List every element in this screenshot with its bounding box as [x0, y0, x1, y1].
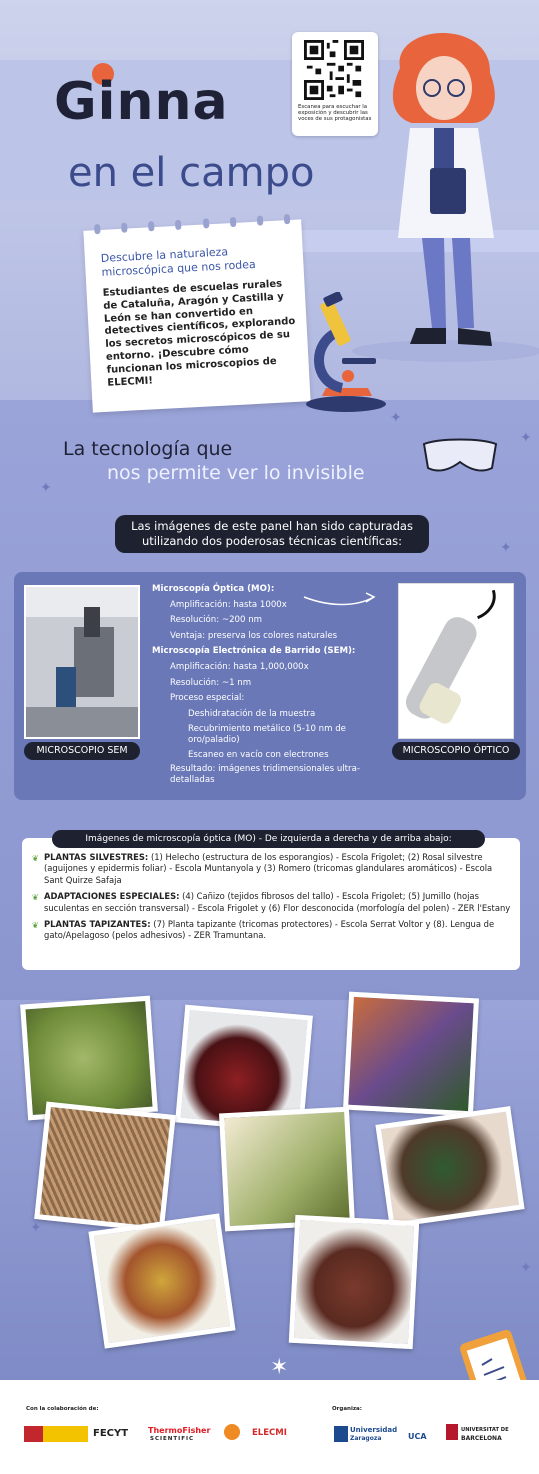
photo-juniper — [219, 1107, 355, 1232]
star-icon: ✦ — [30, 1220, 42, 1236]
note-heading: Descubre la naturaleza microscópica que nos rodea — [100, 245, 257, 279]
collab-label: Con la colaboración de: — [26, 1406, 99, 1412]
qr-caption: Escanea para escuchar la exposición y descubrir las voces de sus protagonistas — [298, 104, 372, 123]
unizar-logo-sub: Zaragoza — [350, 1435, 382, 1442]
star-icon: ✦ — [520, 1260, 532, 1276]
fecyt-logo: FECYT — [93, 1428, 129, 1439]
captions-heading: Imágenes de microscopía óptica (MO) - De izquierda a derecha y de arriba abajo: — [52, 830, 485, 848]
tech-heading-line2: nos permite ver lo invisible — [107, 462, 365, 484]
caption-group-3: ❦ PLANTAS TAPIZANTES: (7) Planta tapizante (tricomas protectores) - Escola Serrat Voltor y (8). Lengua de gato/Apelagoso (pelos adhesivos) - ZER Tramuntana. — [32, 919, 495, 941]
sem-resolution: Resolución: ~1 nm — [170, 677, 252, 688]
star-icon: ✶ — [270, 1355, 289, 1380]
page-subtitle: en el campo — [68, 150, 315, 196]
intro-line1: Las imágenes de este panel han sido capturadas — [131, 519, 413, 533]
sem-lab-image — [26, 587, 138, 737]
unizar-shield-icon — [334, 1426, 348, 1442]
sem-step-1: Deshidratación de la muestra — [188, 708, 316, 719]
safety-goggles-icon — [420, 434, 500, 478]
star-icon: ✦ — [520, 430, 532, 446]
sem-step-2: Recubrimiento metálico (5-10 nm de oro/paladio) — [188, 724, 346, 746]
qr-code-icon[interactable] — [303, 40, 365, 100]
sem-step-3: Escaneo en vacío con electrones — [188, 750, 329, 761]
mo-advantage: Ventaja: preserva los colores naturales — [170, 630, 338, 641]
captions-text — [32, 852, 512, 947]
star-icon: ✦ — [500, 540, 512, 556]
photo-rosemary — [343, 992, 479, 1117]
caption-group-1: ❦ PLANTAS SILVESTRES: (1) Helecho (estructura de los esporangios) - Escola Frigolet; (2) Rosal silvestre (aguijones y epidermis foliar) - Escola Muntanyola y (3) Romero (tricomas glandulares aromáticos) - Escola Sant Quirze Safaja — [32, 852, 493, 885]
page-title: Ginna — [54, 72, 229, 132]
star-icon: ✦ — [40, 480, 52, 496]
usb-microscope-image — [399, 584, 513, 738]
leaf-icon: ❦ — [32, 854, 39, 863]
sprout-icon: ❦ — [32, 893, 39, 903]
uca-logo: UCA — [408, 1432, 427, 1441]
mo-amplification: Amplificación: hasta 1000x — [170, 599, 287, 610]
unizar-logo: Universidad — [350, 1426, 398, 1434]
star-icon: ✦ — [390, 410, 402, 426]
ub-shield-icon — [446, 1424, 458, 1440]
sem-amplification: Amplificación: hasta 1,000,000x — [170, 661, 309, 672]
ub-logo: UNIVERSITAT DE — [461, 1427, 509, 1433]
photo-unknown-flower — [375, 1106, 524, 1228]
scientist-character-icon — [372, 28, 522, 358]
photo-fern — [20, 996, 158, 1121]
government-logo — [24, 1426, 88, 1442]
caption-group-2: ❦ ADAPTACIONES ESPECIALES: (4) Cañizo (tejidos fibrosos del tallo) - Escola Frigolet; (5) Jumillo (hojas suculentas en sección transversal) - Escola Frigolet y (6) Flor desconocida (morfología del polen) - ZER l'Estany — [32, 891, 511, 913]
intro-note-card — [83, 219, 310, 412]
elecmi-logo: ELECMI — [252, 1428, 287, 1438]
sem-microscope-photo — [24, 585, 140, 739]
leaf-icon: ❦ — [32, 921, 39, 931]
intro-pill — [115, 515, 429, 553]
sem-result: Resultado: imágenes tridimensionales ultra-detalladas — [170, 763, 360, 785]
mo-title: Microscopía Óptica (MO): — [152, 584, 275, 594]
tech-heading-line1: La tecnología que — [63, 438, 233, 460]
microscopy-specs — [152, 582, 392, 786]
thermofisher-logo: ThermoFisher — [148, 1426, 211, 1435]
note-body: Estudiantes de escuelas rurales de Cataluña, Aragón y Castilla y León se han convertido en detectives científicos, explorando los secretos microscópicos de su entorno. ¡Descubre cómo funcionan los microscopios de ELECMI! — [102, 278, 296, 389]
ub-logo-sub: BARCELONA — [461, 1435, 502, 1442]
label-sem: MICROSCOPIO SEM — [24, 742, 140, 760]
optical-microscope-photo — [398, 583, 514, 739]
label-mo: MICROSCOPIO ÓPTICO — [392, 742, 520, 760]
sem-process: Proceso especial: — [170, 693, 245, 704]
thermofisher-sub: SCIENTIFIC — [150, 1436, 195, 1442]
sem-title: Microscopía Electrónica de Barrido (SEM): — [152, 646, 356, 657]
qr-card[interactable] — [292, 32, 378, 136]
photo-ground-cover — [88, 1213, 235, 1348]
partner-logo — [224, 1424, 240, 1440]
photo-cats-tongue — [289, 1215, 420, 1349]
mo-resolution: Resolución: ~200 nm — [170, 615, 263, 626]
org-label: Organiza: — [332, 1406, 362, 1412]
photo-reed — [34, 1102, 176, 1233]
intro-line2: utilizando dos poderosas técnicas científicas: — [141, 534, 403, 548]
